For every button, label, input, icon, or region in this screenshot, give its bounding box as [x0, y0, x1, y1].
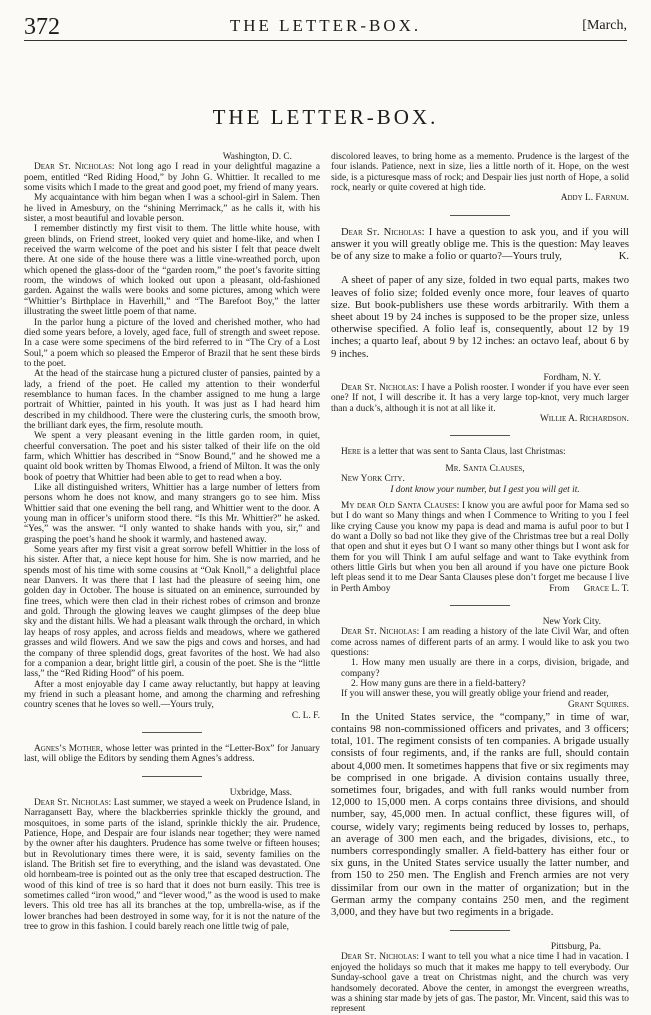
salutation: Dear St. Nicholas:: [341, 952, 419, 963]
paragraph-text: Last summer, we stayed a week on Prudence Island, in Narragansett Bay, where the blackberries sprinkle thickly the ground, and mosquitoes, in some parts of the island, sprinkle thickly the air. Prudence, Patience, Hope, and Despair are four islands near together; they were named by the owner after his daughters. Prudence has some twelve or fifteen houses; but in Revolutionary times there were, it is said, seventy families on the island. The British set fire to everything, and the island was devastated. One old hornbeam-tree is pointed out as the only tree that escaped destruction. The wood of this kind of tree is so hard that it does not burn easily. This tree is sometimes called “iron wood,” and “lever wood,” as the wood is used to make levers. This old tree has all its branches at the top, umbrella-wise, as if the lower branches had been destroyed in some way, for it is not the nature of the tree to grow in this fashion. I could barely reach one little twig of pale,: [24, 797, 320, 933]
page-number: 372: [24, 14, 60, 40]
editor-answer: A sheet of paper of any size, folded in two equal parts, makes two leaves of folio size; folded evenly once more, four leaves of quarto size. But book-publishers use these words arbitrarily. With them a sheet about 19 by 24 inches is supposed to be the proper size, unless otherwise specified. A folio leaf is, consequently, about 12 by 19 inches; a quarto leaf, about 9 by 12 inches: an octavo leaf, about 6 by 9 inches.: [331, 275, 629, 360]
letter-paragraph: Like all distinguished writers, Whittier has a large number of letters from persons whom he does not know, and many strangers go to see him. Miss Whittier said that one evening the bell rang, and Whittier went to the door. A young man in officer’s uniform stood there. “Is this Mr. Whittier?” he asked. “Yes,” was the answer. “I only wanted to shake hands with you, sir,” and grasping the poet’s hand he shook it warmly, and hastened away.: [24, 483, 320, 545]
paragraph-text: I have a Polish rooster. I wonder if you have ever seen one? If not, I will describe it. It has a very large top-knot, very much larger than a duck’s, although it is not at all like it.: [331, 383, 629, 414]
divider: [450, 930, 510, 931]
letter-paragraph: [331, 501, 629, 594]
letter-paragraph: At the head of the staircase hung a pictured cluster of pansies, painted by a lady, a friend of the poet. He called my attention to their wonderful resemblance to human faces. In the chamber assigned to me hung a large portrait of Whittier, painted in his youth. It was just as I had heard him described in my childhood. There were the clustering curls, the smooth brow, the brilliant dark eyes, the firm, resolute mouth.: [24, 369, 320, 431]
divider: [142, 776, 202, 777]
paragraph-text: I want to tell you what a nice time I had in vacation. I enjoyed the holidays so much that it makes me happy to tell everybody. Our Sunday-school gave a treat on Christmas night, and the church was very handsomely decorated. Above the center, in amongst the evergreen wreaths, was a shining star made by jets of gas. The pastor, Mr. Vincent, said this was to represent: [331, 952, 629, 1015]
letter-place: Fordham, N. Y.: [543, 372, 601, 383]
letter-paragraph: After a most enjoyable day I came away reluctantly, but happy at leaving my friend in such a pleasant home, and among the charming and refreshing country scenes that he loves so well.—Yours truly,: [24, 679, 320, 711]
letter-address: New York City.: [341, 474, 405, 485]
divider: [142, 732, 202, 733]
letter-signature: Willie A. Richardson.: [539, 414, 629, 425]
intro-lead: Here: [341, 447, 361, 458]
letter-paragraph: [331, 952, 629, 1014]
letter-paragraph: [331, 383, 629, 414]
running-header: [24, 14, 627, 41]
divider: [450, 215, 510, 216]
letter-signature: K.: [618, 251, 629, 263]
letter-address: Mr. Santa Clauses,: [445, 463, 525, 474]
salutation: Dear St. Nicholas:: [341, 226, 425, 238]
letter-paragraph: [24, 798, 320, 932]
running-title: THE LETTER-BOX.: [229, 16, 422, 35]
letter-paragraph: [331, 227, 629, 264]
paragraph-text: I have a question to ask you, and if you will answer it you will greatly oblige me. This is the question: May leaves be of any size to make a folio or quarto?—Yours truly,: [331, 226, 629, 263]
letter-signature: C. L. F.: [291, 710, 320, 721]
letter-place: Pittsburg, Pa.: [550, 942, 601, 953]
left-column: [24, 152, 320, 932]
salutation: Dear St. Nicholas:: [341, 383, 419, 394]
letter-paragraph: My acquaintance with him began when I was a school-girl in Salem. Then he lived in Amesbury, on the “shining Merrimack,” as he calls it, with his sister, a most beautiful and lovable person.: [24, 193, 320, 225]
letter-signature: Grant Squires.: [567, 699, 629, 710]
editor-answer: In the United States service, the “company,” in time of war, contains 98 non-commissioned officers and privates, and 3 officers; total, 101. The regiment consists of ten companies. A brigade usually consists of four regiments, and, if the ranks are full, should contain about 4,000 men. It sometimes happens that five or six regiments may be comprised in one brigade. A division contains usually three, sometimes four, brigades, and with full ranks would number from 12,000 to 15,000 men. A corps contains three divisions, and should number, say, 45,000 men. In actual conflict, these figures will, of course, widely vary; regiments being reduced by losses to, perhaps, an average of 300 men each, and the brigades, divisions, etc., to numbers correspondingly smaller. A field-battery has either four or six guns, in the United States service usually the latter number, and from 150 to 250 men. The English and French armies are not very dissimilar from our own in the matter of organization; but in the German army the company contains 250 men, and the regiment 3,000, and they have but two regiments in a brigade.: [331, 711, 629, 918]
letter-place: Washington, D. C.: [222, 152, 292, 162]
letter-paragraph: We spent a very pleasant evening in the little garden room, in quiet, cheerful conversation. The poet and his sister talked of their life on the old farm, which Whittier has described in “Snow Bound,” and he showed me a quaint old book written by Thomas Elwood, a friend of Milton. It was the only book of poetry that Whittier had been able to get to read when a boy.: [24, 431, 320, 483]
editor-intro: [331, 447, 629, 457]
section-title: THE LETTER-BOX.: [212, 105, 439, 129]
letter-paragraph: I remember distinctly my first visit to them. The little white house, with green blinds, on Friend street, looked very quiet and home-like, and when I received the warm welcome of the poet and his sister I felt that peace dwelt there. At one side of the house there was a little vine-wreathed porch, upon which opened the glass-door of the “garden room,” the poet’s favorite sitting room, the windows of which looked out upon a pleasant, old-fashioned garden. Against the walls were books and some pictures, among which were “Whittier’s Birthplace in Haverhill,” and “The Barefoot Boy,” the latter illustrating the sweet little poem of that name.: [24, 224, 320, 318]
letter-paragraph: In the parlor hung a picture of the loved and cherished mother, who had died some years before, a lovely, aged face, full of strength and sweet repose. In a case were some specimens of the bird referred to in “The Cry of a Lost Soul,” a poem which so pleased the Emperor of Brazil that he sent these birds to the poet.: [24, 317, 320, 369]
letter-paragraph: [331, 689, 629, 710]
intro-text: is a letter that was sent to Santa Claus, last Christmas:: [363, 447, 566, 458]
question: 1. How many men usually are there in a corps, division, brigade, and company?: [341, 658, 629, 679]
divider: [450, 605, 510, 606]
salutation: My dear Old Santa Clauses:: [341, 500, 460, 511]
right-column: [331, 152, 629, 1015]
letter-place: New York City.: [542, 616, 601, 627]
paragraph-text: I know you are awful poor for Mama sed so but I do want so Many things and when I Commence to Writing to you I feel like crying Cause you know my papa is dead and mama is auful poor to but I do want a Dolly so bad not like they give of the Christmas tree but a real Dolly that open and shut it eyes but O I want so many other things but I wont ask for them for you will Think I am auful selfage and want to Take evythink from others little Girls but when you ben all around if you have one picture Book left pleas send it to me Dear Santa Clauses plese don’t forget me because I live in Perth Amboy: [331, 500, 629, 594]
letter-signature: Addy L. Farnum.: [560, 193, 629, 204]
letter-place: Uxbridge, Mass.: [229, 787, 292, 798]
salutation: Dear St. Nicholas:: [341, 627, 420, 638]
letter-signature: [539, 584, 629, 594]
from-label: From: [549, 583, 570, 594]
notice-text: whose letter was printed in the “Letter-Box” for January last, will oblige the Editors by sending them Agnes’s address.: [24, 743, 320, 765]
letter-paragraph: discolored leaves, to bring home as a memento. Prudence is the largest of the four islands. Patience, next in size, lies a little north of it. Hope, on the west side, is a picturesque mass of rock; and Despair lies just north of Hope, a solid rock, nearly or quite covered at high tide.: [331, 152, 629, 194]
letter-line: I dont know your number, but I gest you will get it.: [390, 484, 580, 495]
editor-notice: [24, 744, 320, 765]
salutation: Dear St. Nicholas:: [34, 162, 115, 173]
letter-paragraph: Some years after my first visit a great sorrow befell Whittier in the loss of his sister. After that, a niece kept house for him. She is now married, and he spends most of his time with some cousins at “Oak Knoll,” a delightful place near Danvers. It was there that I last had the pleasure of seeing him, one golden day in October. The house is situated on an eminence, surrounded by fine trees, which were then clad in their richest robes of crimson and bronze and gold. Through the glowing leaves we caught glimpses of the deep blue sky and the distant hills. We had a pleasant walk through the orchard, in which lay heaps of rosy apples, and across fields and meadows, where we gathered grasses and wild flowers. And we saw the pigs and cows and horses, and had the company of three splendid dogs, great favorites of the host. We had also for a companion a dear, bright little girl, a cousin of the poet. She is the “little lass,” the “Red Riding Hood” of his poem.: [24, 545, 320, 680]
paragraph-text: I am reading a history of the late Civil War, and often come across names of different parts of an army. I would like to ask you two questions:: [331, 627, 629, 658]
divider: [450, 435, 510, 436]
paragraph-text: Not long ago I read in your delightful magazine a poem, entitled “Red Riding Hood,” by John G. Whittier. It recalled to me some visits which I made to the great and good poet, my friend of many years.: [24, 162, 321, 194]
notice-lead: Agnes’s Mother,: [34, 743, 103, 754]
salutation: Dear St. Nicholas:: [34, 797, 112, 808]
paragraph-text: If you will answer these, you will greatly oblige your friend and reader,: [341, 689, 609, 700]
signature-name: Grace L. T.: [583, 583, 629, 594]
letter-paragraph: [331, 627, 629, 658]
question: 2. How many guns are there in a field-battery?: [351, 679, 526, 689]
issue-month: [March,: [582, 18, 627, 33]
letter-paragraph: [24, 162, 320, 193]
